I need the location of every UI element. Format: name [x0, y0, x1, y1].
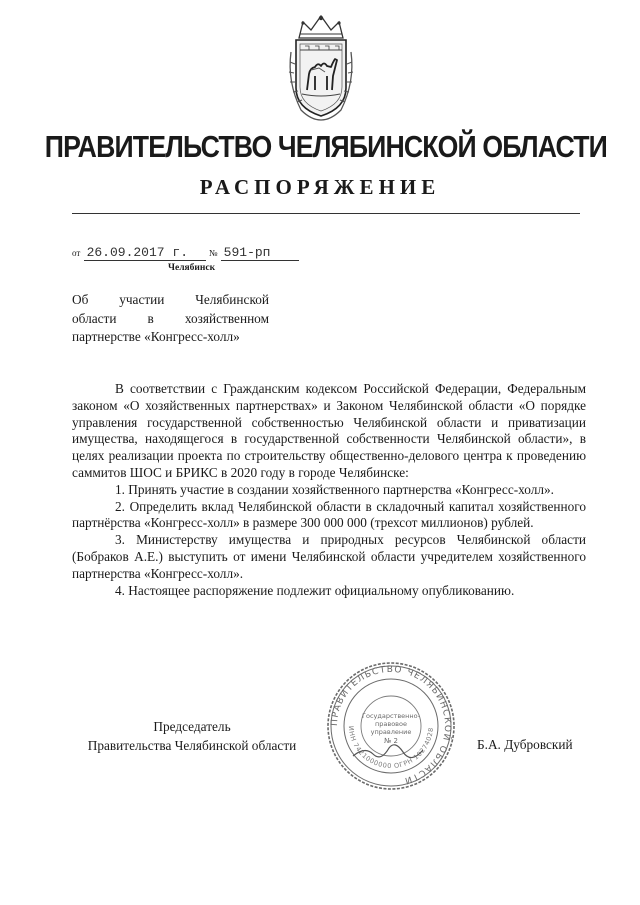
- subject-line: партнерстве «Конгресс-холл»: [72, 329, 240, 344]
- clause-2: 2. Определить вклад Челябинской области в складочный капитал хозяйственного партнёрства «Конгресс-холл» в размере 300 000 000 (трехсот миллионов) рублей.: [72, 498, 586, 531]
- official-round-seal-icon: [325, 660, 457, 792]
- date-number-line: [72, 244, 299, 264]
- document-type: РАСПОРЯЖЕНИЕ: [199, 175, 441, 199]
- signatory-title-line2: Правительства Челябинской области: [87, 737, 297, 753]
- date-prefix: от: [72, 248, 81, 258]
- document-subject: [72, 291, 269, 347]
- signatory-name: Б.А. Дубровский: [477, 737, 573, 752]
- number-prefix: №: [208, 248, 218, 258]
- svg-text:правовое: правовое: [375, 720, 407, 728]
- clause-4: 4. Настоящее распоряжение подлежит официальному опубликованию.: [115, 582, 515, 598]
- document-date: 26.09.2017 г.: [84, 245, 206, 261]
- document-body: [72, 381, 586, 599]
- clause-1: 1. Принять участие в создании хозяйственного партнерства «Конгресс-холл».: [115, 481, 555, 497]
- clause-3: 3. Министерству имущества и природных ресурсов Челябинской области (Бобраков А.Е.) выступить от имени Челябинской области учредителем хозяйственного партнерства «Конгресс-холл».: [72, 532, 586, 581]
- city-label: Челябинск: [168, 263, 216, 273]
- svg-text:№ 2: № 2: [384, 737, 398, 745]
- seal-outer-text: ПРАВИТЕЛЬСТВО ЧЕЛЯБИНСКОЙ ОБЛАСТИ: [329, 664, 453, 786]
- preamble-paragraph: В соответствии с Гражданским кодексом Российской Федерации, Федеральным законом «О хозяйственных партнерствах» и Законом Челябинской области «О порядке управления государственной собственностью Челябинской области и приватизации имущества, находящегося в государственной собственности Челябинской области», в целях реализации проекта по строительству общественно-делового центра к проведению саммитов ШОС и БРИКС в 2020 году в городе Челябинске:: [72, 381, 586, 480]
- organization-title: ПРАВИТЕЛЬСТВО ЧЕЛЯБИНСКОЙ ОБЛАСТИ: [44, 129, 607, 164]
- subject-line: области в хозяйственном: [72, 310, 269, 326]
- signatory-title-line1: Председатель: [153, 719, 231, 734]
- header-divider: [72, 213, 580, 214]
- svg-text:управление: управление: [370, 728, 412, 736]
- svg-text:Государственно-: Государственно-: [362, 712, 420, 720]
- signatory-title: [72, 718, 312, 755]
- subject-line: Об участии Челябинской: [72, 292, 269, 307]
- chelyabinsk-coat-of-arms-icon: [285, 12, 357, 124]
- document-number: 591-рп: [221, 245, 299, 261]
- seal-code-text: ИНН 7421000000 ОГРН 10274028: [346, 725, 436, 771]
